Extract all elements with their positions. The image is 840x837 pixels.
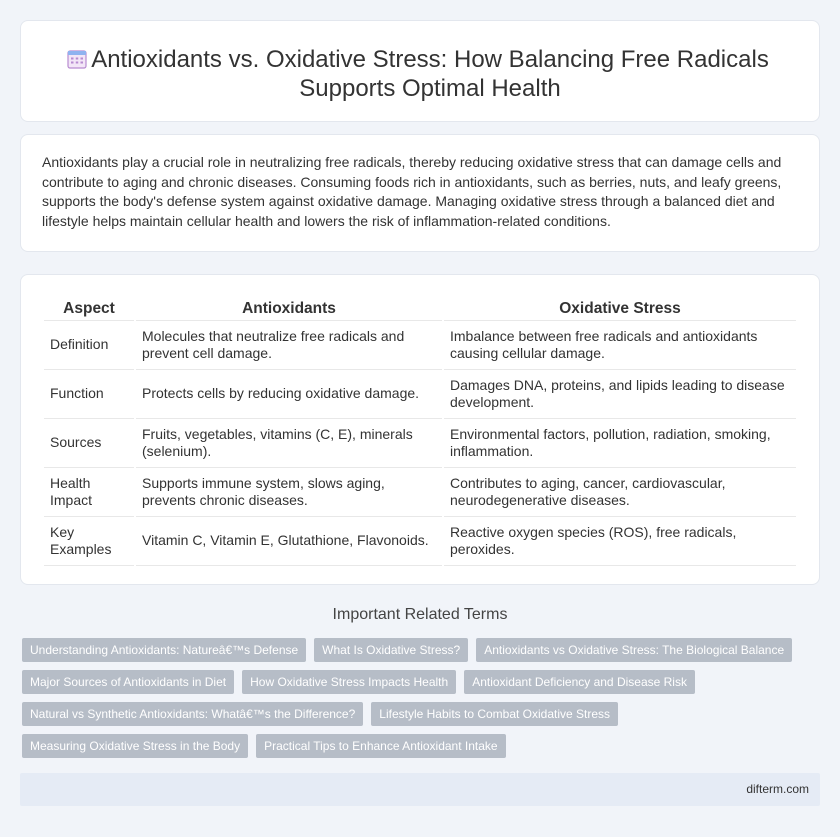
related-term-link[interactable]: Measuring Oxidative Stress in the Body <box>22 734 248 758</box>
comparison-card <box>20 274 820 585</box>
related-term-link[interactable]: Lifestyle Habits to Combat Oxidative Stress <box>371 702 618 726</box>
column-header-antioxidants: Antioxidants <box>136 291 442 321</box>
related-terms-heading: Important Related Terms <box>332 606 508 623</box>
aspect-cell: Definition <box>44 321 134 370</box>
comparison-table <box>42 291 798 566</box>
table-row <box>44 517 796 566</box>
oxidative-stress-cell: Imbalance between free radicals and antioxidants causing cellular damage. <box>444 321 796 370</box>
related-terms-row <box>22 734 822 758</box>
table-header-row <box>44 291 796 321</box>
intro-paragraph: Antioxidants play a crucial role in neutralizing free radicals, thereby reducing oxidative stress that can damage cells and contribute to aging and chronic diseases. Consuming foods rich in antioxidants, such as berries, nuts, and leafy greens, supports the body's defense system against oxidative damage. Managing oxidative stress through a balanced diet and lifestyle helps maintain cellular health and lowers the risk of inflammation-related conditions. <box>42 154 782 229</box>
related-term-link[interactable]: Practical Tips to Enhance Antioxidant Intake <box>256 734 505 758</box>
related-terms <box>22 638 822 766</box>
related-term-link[interactable]: Antioxidants vs Oxidative Stress: The Biological Balance <box>476 638 792 662</box>
footer <box>20 773 820 806</box>
aspect-cell: Sources <box>44 419 134 468</box>
table-row <box>44 419 796 468</box>
related-term-link[interactable]: Understanding Antioxidants: Natureâ€™s Defense <box>22 638 306 662</box>
antioxidants-cell: Vitamin C, Vitamin E, Glutathione, Flavonoids. <box>136 517 442 566</box>
related-terms-row <box>22 670 822 694</box>
related-terms-row <box>22 638 822 662</box>
aspect-cell: Health Impact <box>44 468 134 517</box>
table-row <box>44 321 796 370</box>
page-title: Antioxidants vs. Oxidative Stress: How Balancing Free Radicals Supports Optimal Health <box>91 46 769 102</box>
table-row <box>44 468 796 517</box>
oxidative-stress-cell: Damages DNA, proteins, and lipids leading to disease development. <box>444 370 796 419</box>
antioxidants-cell: Supports immune system, slows aging, prevents chronic diseases. <box>136 468 442 517</box>
aspect-cell: Function <box>44 370 134 419</box>
table-row <box>44 370 796 419</box>
oxidative-stress-cell: Environmental factors, pollution, radiation, smoking, inflammation. <box>444 419 796 468</box>
related-term-link[interactable]: Antioxidant Deficiency and Disease Risk <box>464 670 695 694</box>
antioxidants-cell: Protects cells by reducing oxidative damage. <box>136 370 442 419</box>
oxidative-stress-cell: Reactive oxygen species (ROS), free radicals, peroxides. <box>444 517 796 566</box>
related-term-link[interactable]: Major Sources of Antioxidants in Diet <box>22 670 234 694</box>
related-term-link[interactable]: What Is Oxidative Stress? <box>314 638 468 662</box>
column-header-oxidative-stress: Oxidative Stress <box>444 291 796 321</box>
aspect-cell: Key Examples <box>44 517 134 566</box>
site-link[interactable]: difterm.com <box>746 782 809 796</box>
related-terms-row <box>22 702 822 726</box>
oxidative-stress-cell: Contributes to aging, cancer, cardiovascular, neurodegenerative diseases. <box>444 468 796 517</box>
intro-card <box>20 134 820 252</box>
antioxidants-cell: Molecules that neutralize free radicals and prevent cell damage. <box>136 321 442 370</box>
column-header-aspect: Aspect <box>44 291 134 321</box>
related-term-link[interactable]: How Oxidative Stress Impacts Health <box>242 670 456 694</box>
header-card <box>20 20 820 122</box>
related-term-link[interactable]: Natural vs Synthetic Antioxidants: Whatâ€™s the Difference? <box>22 702 363 726</box>
antioxidants-cell: Fruits, vegetables, vitamins (C, E), minerals (selenium). <box>136 419 442 468</box>
